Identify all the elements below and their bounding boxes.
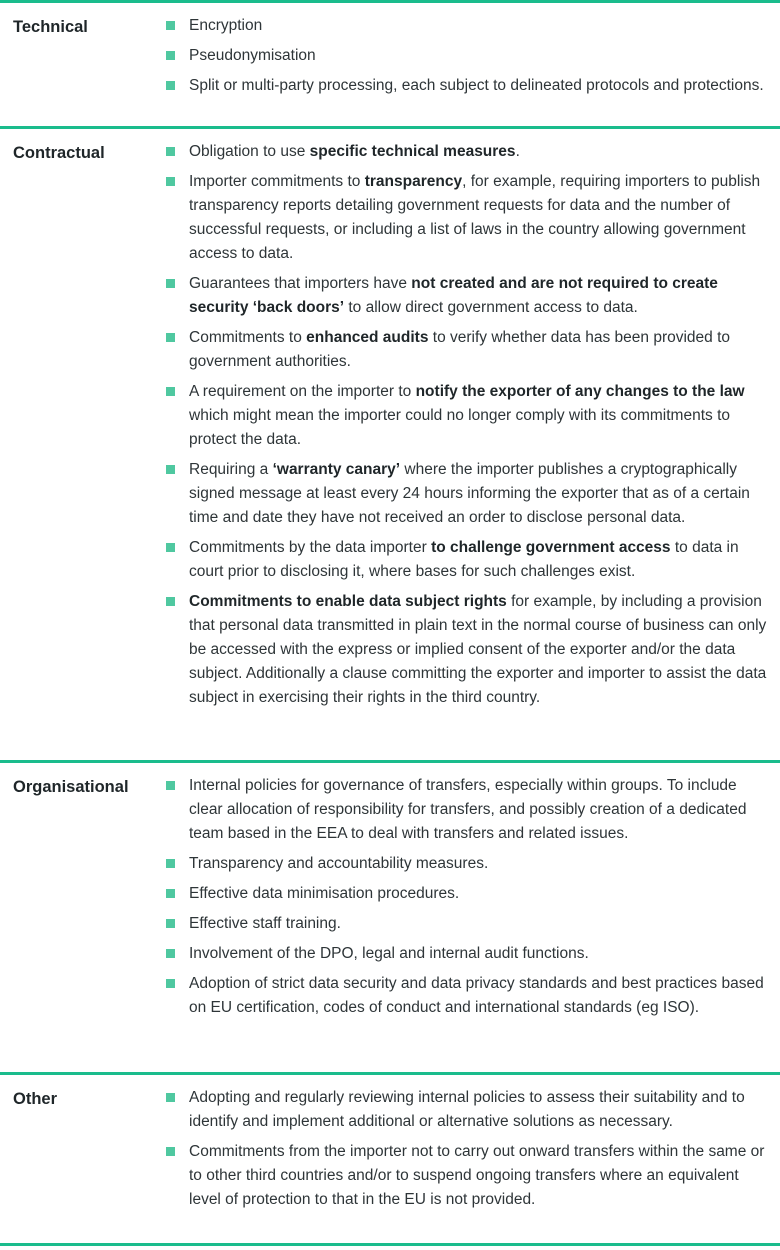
- list-item: Commitments to enable data subject rights for example, by including a provision that personal data transmitted in plain text in the normal course of business can only be accessed with the express or implied consent of the exporter and/or the data subject. Additionally a clause committing the exporter and importer to assist the data subject in exercising their rights in the third country.: [165, 590, 770, 710]
- square-bullet-icon: [166, 1093, 175, 1102]
- list-item: Importer commitments to transparency, for example, requiring importers to publish transparency reports detailing government requests for data and the number of successful requests, or including a list of laws in the country allowing government access to data.: [165, 170, 770, 266]
- square-bullet-icon: [166, 279, 175, 288]
- section-title: Other: [13, 1090, 58, 1108]
- square-bullet-icon: [166, 177, 175, 186]
- list-item: Split or multi-party processing, each subject to delineated protocols and protections.: [165, 74, 770, 98]
- list-item: Obligation to use specific technical measures.: [165, 140, 770, 164]
- square-bullet-icon: [166, 597, 175, 606]
- item-list: [165, 14, 770, 104]
- section-title: Technical: [13, 18, 88, 36]
- square-bullet-icon: [166, 889, 175, 898]
- square-bullet-icon: [166, 543, 175, 552]
- square-bullet-icon: [166, 949, 175, 958]
- square-bullet-icon: [166, 333, 175, 342]
- section-technical: [0, 3, 780, 129]
- list-item: Commitments by the data importer to challenge government access to data in court prior to disclosing it, where bases for such challenges exist.: [165, 536, 770, 584]
- list-item: Pseudonymisation: [165, 44, 770, 68]
- square-bullet-icon: [166, 1147, 175, 1156]
- item-list: [165, 140, 770, 716]
- square-bullet-icon: [166, 859, 175, 868]
- item-list: [165, 774, 770, 1026]
- list-item: Adoption of strict data security and data privacy standards and best practices based on EU certification, codes of conduct and international standards (eg ISO).: [165, 972, 770, 1020]
- item-list: [165, 1086, 770, 1218]
- list-item: Guarantees that importers have not created and are not required to create security ‘back doors’ to allow direct government access to data.: [165, 272, 770, 320]
- list-item: Encryption: [165, 14, 770, 38]
- list-item: Effective staff training.: [165, 912, 770, 936]
- section-other: [0, 1075, 780, 1246]
- section-contractual: [0, 129, 780, 763]
- square-bullet-icon: [166, 147, 175, 156]
- list-item: Commitments to enhanced audits to verify whether data has been provided to government authorities.: [165, 326, 770, 374]
- square-bullet-icon: [166, 979, 175, 988]
- section-organisational: [0, 763, 780, 1075]
- list-item: Effective data minimisation procedures.: [165, 882, 770, 906]
- square-bullet-icon: [166, 21, 175, 30]
- list-item: Adopting and regularly reviewing internal policies to assess their suitability and to identify and implement additional or alternative solutions as necessary.: [165, 1086, 770, 1134]
- list-item: Involvement of the DPO, legal and internal audit functions.: [165, 942, 770, 966]
- square-bullet-icon: [166, 465, 175, 474]
- square-bullet-icon: [166, 81, 175, 90]
- square-bullet-icon: [166, 919, 175, 928]
- square-bullet-icon: [166, 51, 175, 60]
- square-bullet-icon: [166, 387, 175, 396]
- list-item: Requiring a ‘warranty canary’ where the importer publishes a cryptographically signed message at least every 24 hours informing the exporter that as of a certain time and date they have not received an order to disclose personal data.: [165, 458, 770, 530]
- list-item: Transparency and accountability measures.: [165, 852, 770, 876]
- section-title: Contractual: [13, 144, 105, 162]
- square-bullet-icon: [166, 781, 175, 790]
- list-item: A requirement on the importer to notify the exporter of any changes to the law which might mean the importer could no longer comply with its commitments to protect the data.: [165, 380, 770, 452]
- section-title: Organisational: [13, 778, 129, 796]
- list-item: Commitments from the importer not to carry out onward transfers within the same or to other third countries and/or to suspend ongoing transfers where an equivalent level of protection to that in the EU is not provided.: [165, 1140, 770, 1212]
- list-item: Internal policies for governance of transfers, especially within groups. To include clear allocation of responsibility for transfers, and possibly creation of a dedicated team based in the EEA to deal with transfers and related issues.: [165, 774, 770, 846]
